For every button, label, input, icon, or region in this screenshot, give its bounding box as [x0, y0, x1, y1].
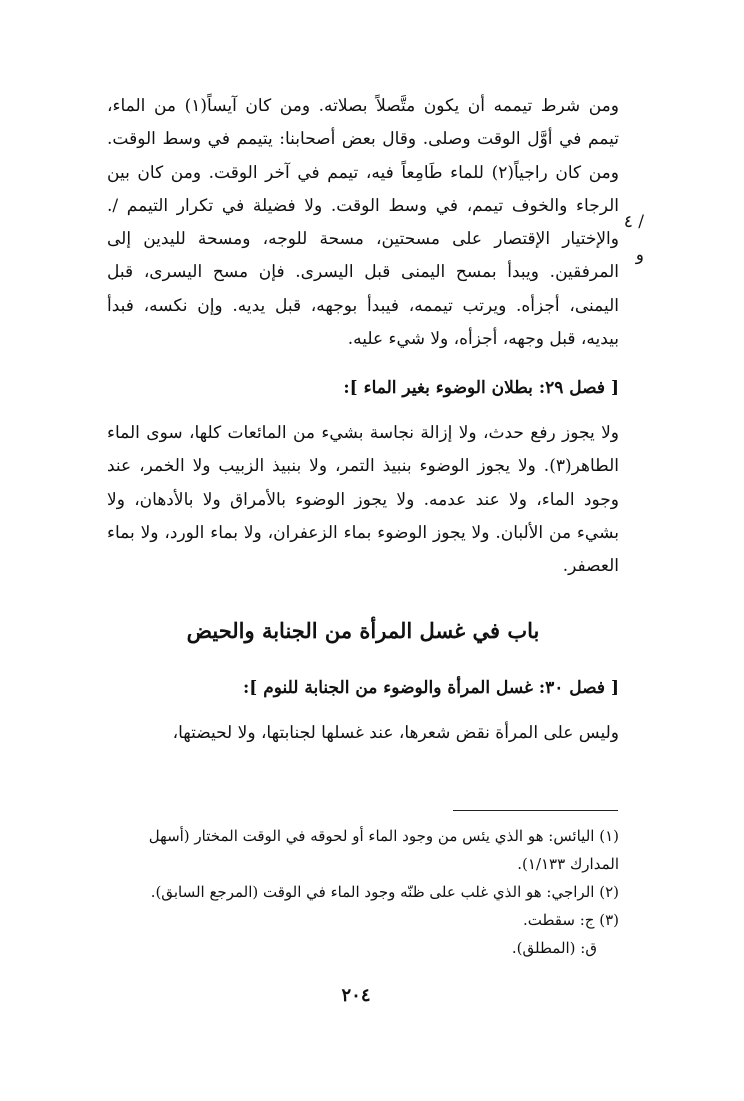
paragraph-3: وليس على المرأة نقض شعرها، عند غسلها لجنابتها، ولا لحيضتها، — [172, 723, 619, 743]
footnote-1: (١) اليائس: هو الذي يئس من وجود الماء أو لحوقه في الوقت المختار (أسهل المدارك ١/١٣٣). — [148, 827, 619, 873]
section-heading-30: [ فصل ٣٠: غسل المرأة والوضوء من الجنابة للنوم ]: — [242, 678, 619, 698]
paragraph-2: ولا يجوز رفع حدث، ولا إزالة نجاسة بشيء من المائعات كلها، سوى الماء الطاهر(٣). ولا يجوز الوضوء بنبيذ التمر، ولا بنبيذ الزبيب ولا الخمر، عند وجود الماء، ولا عند عدمه. ولا يجوز الوضوء بالأمراق ولا بالأدهان، ولا بشيء من الألبان. ولا يجوز الوضوء بماء الزعفران، ولا بماء الورد، ولا بماء العصفر. — [107, 423, 619, 577]
footnote-3: (٣) ج: سقطت. — [522, 911, 619, 929]
footnote-2: (٢) الراجي: هو الذي غلب على ظنّه وجود الماء في الوقت (المرجع السابق). — [150, 883, 619, 901]
footnotes — [99, 822, 619, 962]
section-heading-29: [ فصل ٢٩: بطلان الوضوء بغير الماء ]: — [343, 378, 619, 398]
footnote-divider — [453, 810, 618, 811]
paragraph-1: ومن شرط تيممه أن يكون متَّصلاً بصلاته. ومن كان آيساً(١) من الماء، تيمم في أوَّل الوقت وصلى. وقال بعض أصحابنا: يتيمم في وسط الوقت. ومن كان راجياً(٢) للماء طَامِعاً فيه، تيمم في آخر الوقت. ومن كان بين الرجاء والخوف تيمم، في وسط الوقت. ولا فضيلة في تكرار التيمم /. والإختيار الإقتصار على مسحتين، مسحة للوجه، ومسحة لليدين إلى المرفقين. ويبدأ بمسح اليمنى قبل اليسرى. فإن مسح اليسرى، قبل اليمنى، أجزأه. ويرتب تيممه، فيبدأ بوجهه، قبل يديه. وإن نكسه، فبدأ بيديه، قبل وجهه، أجزأه، ولا شيء عليه. — [107, 96, 619, 350]
page-number: ٢٠٤ — [341, 985, 371, 1006]
chapter-title: باب في غسل المرأة من الجنابة والحيض — [186, 618, 540, 643]
margin-note: / ٤ و — [623, 212, 644, 265]
footnote-3-continued: ق: (المطلق). — [511, 939, 597, 957]
